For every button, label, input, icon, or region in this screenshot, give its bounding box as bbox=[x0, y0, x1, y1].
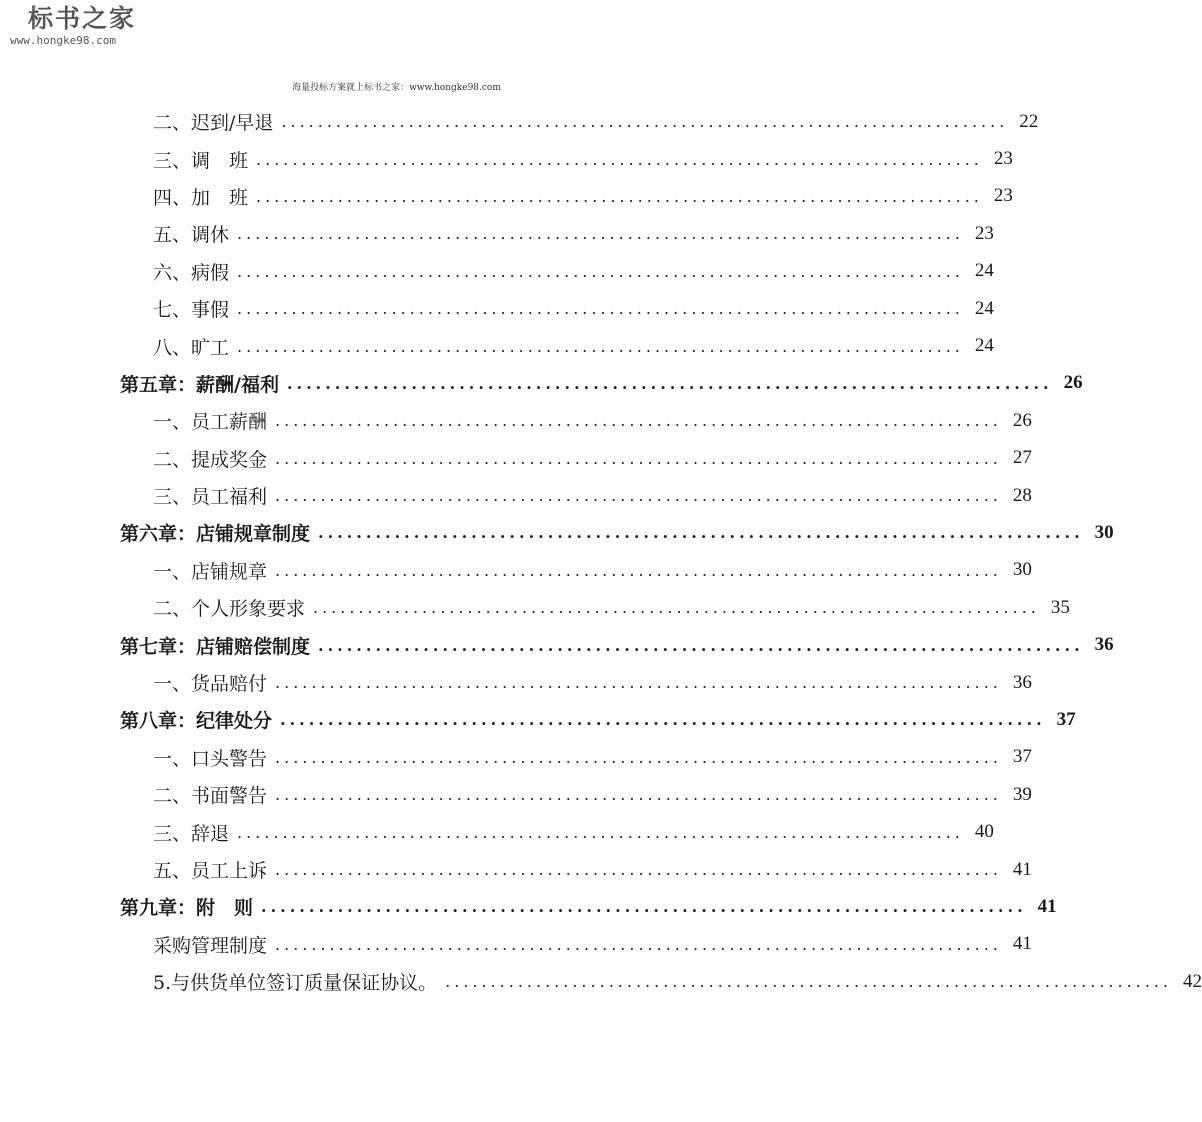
toc-section-entry[interactable] bbox=[0, 290, 994, 327]
toc-leader-dots: ................................................................................ bbox=[275, 860, 1002, 879]
toc-section-entry[interactable] bbox=[0, 589, 1070, 626]
toc-leader-dots: ................................................................................ bbox=[275, 934, 1002, 954]
page-header: 海量投标方案就上标书之家：www.hongke98.com bbox=[292, 83, 501, 93]
toc-entry-label: 第八章：纪律处分 bbox=[120, 710, 273, 733]
toc-page-number: 30 bbox=[1094, 521, 1114, 543]
toc-leader-dots: ................................................................................ bbox=[318, 523, 1084, 543]
toc-section-entry[interactable] bbox=[0, 552, 1032, 589]
toc-leader-dots: ................................................................................ bbox=[275, 448, 1002, 468]
toc-leader-dots: ................................................................................ bbox=[275, 673, 1002, 693]
toc-entry-label: 二、提成奖金 bbox=[153, 448, 268, 471]
toc-page-number: 37 bbox=[1012, 746, 1032, 768]
toc-entry-label: 七、事假 bbox=[153, 299, 230, 322]
toc-entry-label: 第六章：店铺规章制度 bbox=[120, 523, 311, 546]
toc-leader-dots: ................................................................................ bbox=[256, 149, 983, 169]
toc-chapter-entry[interactable] bbox=[0, 888, 1057, 925]
toc-section-entry[interactable] bbox=[0, 402, 1032, 439]
toc-page-number: 26 bbox=[1012, 409, 1032, 431]
toc-leader-dots: ................................................................................ bbox=[237, 822, 964, 842]
toc-page-number: 36 bbox=[1094, 634, 1114, 656]
toc-section-entry[interactable] bbox=[0, 327, 994, 364]
toc-leader-dots: ................................................................................ bbox=[275, 560, 1002, 580]
toc-entry-label: 一、口头警告 bbox=[153, 747, 268, 770]
toc-section-entry[interactable] bbox=[0, 739, 1032, 776]
toc-page-number: 39 bbox=[1012, 783, 1032, 805]
toc-leader-dots: ................................................................................ bbox=[237, 261, 964, 281]
toc-leader-dots: ................................................................................ bbox=[313, 598, 1040, 618]
toc-chapter-entry[interactable] bbox=[0, 626, 1114, 663]
toc-page-number: 23 bbox=[993, 185, 1013, 207]
toc-entry-label: 二、个人形象要求 bbox=[153, 598, 306, 621]
toc-leader-dots: ................................................................................ bbox=[318, 635, 1084, 655]
toc-leader-dots: ................................................................................ bbox=[280, 710, 1046, 730]
logo-url: www.hongke98.com bbox=[10, 34, 116, 47]
toc-entry-label: 采购管理制度 bbox=[153, 934, 268, 957]
toc-page-number: 35 bbox=[1050, 596, 1070, 618]
toc-page-number: 26 bbox=[1063, 372, 1083, 394]
toc-leader-dots: ................................................................................ bbox=[237, 224, 964, 244]
toc-section-entry[interactable] bbox=[0, 926, 1032, 963]
toc-entry-label: 三、辞退 bbox=[153, 822, 230, 845]
toc-section-entry[interactable] bbox=[0, 140, 1013, 177]
toc-section-entry[interactable] bbox=[0, 178, 1013, 215]
toc-leader-dots: ................................................................................ bbox=[275, 486, 1002, 506]
table-of-contents bbox=[0, 103, 1202, 1000]
toc-leader-dots: ................................................................................ bbox=[286, 373, 1053, 393]
toc-page-number: 41 bbox=[1012, 933, 1032, 955]
toc-entry-label: 第五章：薪酬/福利 bbox=[120, 373, 279, 396]
toc-entry-label: 六、病假 bbox=[153, 261, 230, 284]
toc-entry-label: 五、员工上诉 bbox=[153, 860, 268, 882]
toc-entry-label: 三、调 班 bbox=[153, 149, 249, 172]
toc-section-entry[interactable] bbox=[0, 813, 994, 850]
toc-page-number: 36 bbox=[1012, 671, 1032, 693]
site-logo bbox=[8, 4, 168, 48]
toc-page-number: 42 bbox=[1183, 970, 1202, 992]
toc-page-number: 37 bbox=[1056, 708, 1076, 730]
toc-section-entry[interactable] bbox=[0, 963, 1202, 1000]
toc-leader-dots: ................................................................................ bbox=[275, 411, 1002, 431]
toc-page-number: 22 bbox=[1019, 110, 1039, 132]
toc-entry-label: 5.与供货单位签订质量保证协议。 bbox=[153, 972, 438, 995]
toc-entry-label: 一、员工薪酬 bbox=[153, 411, 268, 434]
toc-leader-dots: ................................................................................ bbox=[275, 747, 1002, 767]
toc-section-entry[interactable] bbox=[0, 776, 1032, 813]
toc-chapter-entry[interactable] bbox=[0, 514, 1114, 551]
toc-entry-label: 八、旷工 bbox=[153, 336, 230, 359]
toc-leader-dots: ................................................................................ bbox=[445, 972, 1173, 992]
toc-page-number: 30 bbox=[1012, 559, 1032, 581]
toc-entry-label: 第七章：店铺赔偿制度 bbox=[120, 635, 311, 658]
toc-page-number: 24 bbox=[974, 260, 994, 282]
toc-section-entry[interactable] bbox=[0, 477, 1032, 514]
toc-chapter-entry[interactable] bbox=[0, 365, 1083, 402]
toc-leader-dots: ................................................................................ bbox=[237, 299, 964, 319]
toc-page-number: 40 bbox=[974, 821, 994, 843]
toc-chapter-entry[interactable] bbox=[0, 701, 1076, 738]
toc-entry-label: 第九章：附 则 bbox=[120, 897, 254, 920]
toc-leader-dots: ................................................................................ bbox=[281, 112, 1009, 132]
toc-page-number: 41 bbox=[1012, 858, 1032, 880]
toc-page-number: 28 bbox=[1012, 484, 1032, 506]
toc-leader-dots: ................................................................................ bbox=[237, 336, 964, 356]
toc-leader-dots: ................................................................................ bbox=[275, 785, 1002, 805]
toc-section-entry[interactable] bbox=[0, 103, 1039, 140]
toc-page-number: 24 bbox=[974, 297, 994, 319]
toc-section-entry[interactable] bbox=[0, 253, 994, 290]
toc-page-number: 23 bbox=[993, 148, 1013, 170]
toc-page-number: 23 bbox=[974, 222, 994, 244]
toc-page-number: 24 bbox=[974, 335, 994, 357]
toc-section-entry[interactable] bbox=[0, 664, 1032, 701]
toc-entry-label: 四、加 班 bbox=[153, 186, 249, 209]
toc-entry-label: 五、调休 bbox=[153, 224, 230, 247]
toc-entry-label: 一、货品赔付 bbox=[153, 673, 268, 696]
toc-section-entry[interactable] bbox=[0, 851, 1032, 888]
toc-entry-label: 二、书面警告 bbox=[153, 785, 268, 808]
logo-title: 标书之家 bbox=[28, 4, 137, 33]
toc-leader-dots: ................................................................................ bbox=[261, 897, 1027, 917]
toc-leader-dots: ................................................................................ bbox=[256, 186, 983, 206]
toc-page-number: 41 bbox=[1037, 895, 1057, 917]
toc-entry-label: 一、店铺规章 bbox=[153, 560, 268, 583]
toc-entry-label: 三、员工福利 bbox=[153, 486, 268, 509]
toc-section-entry[interactable] bbox=[0, 215, 994, 252]
toc-section-entry[interactable] bbox=[0, 440, 1032, 477]
toc-page-number: 27 bbox=[1012, 447, 1032, 469]
toc-entry-label: 二、迟到/早退 bbox=[153, 112, 274, 135]
